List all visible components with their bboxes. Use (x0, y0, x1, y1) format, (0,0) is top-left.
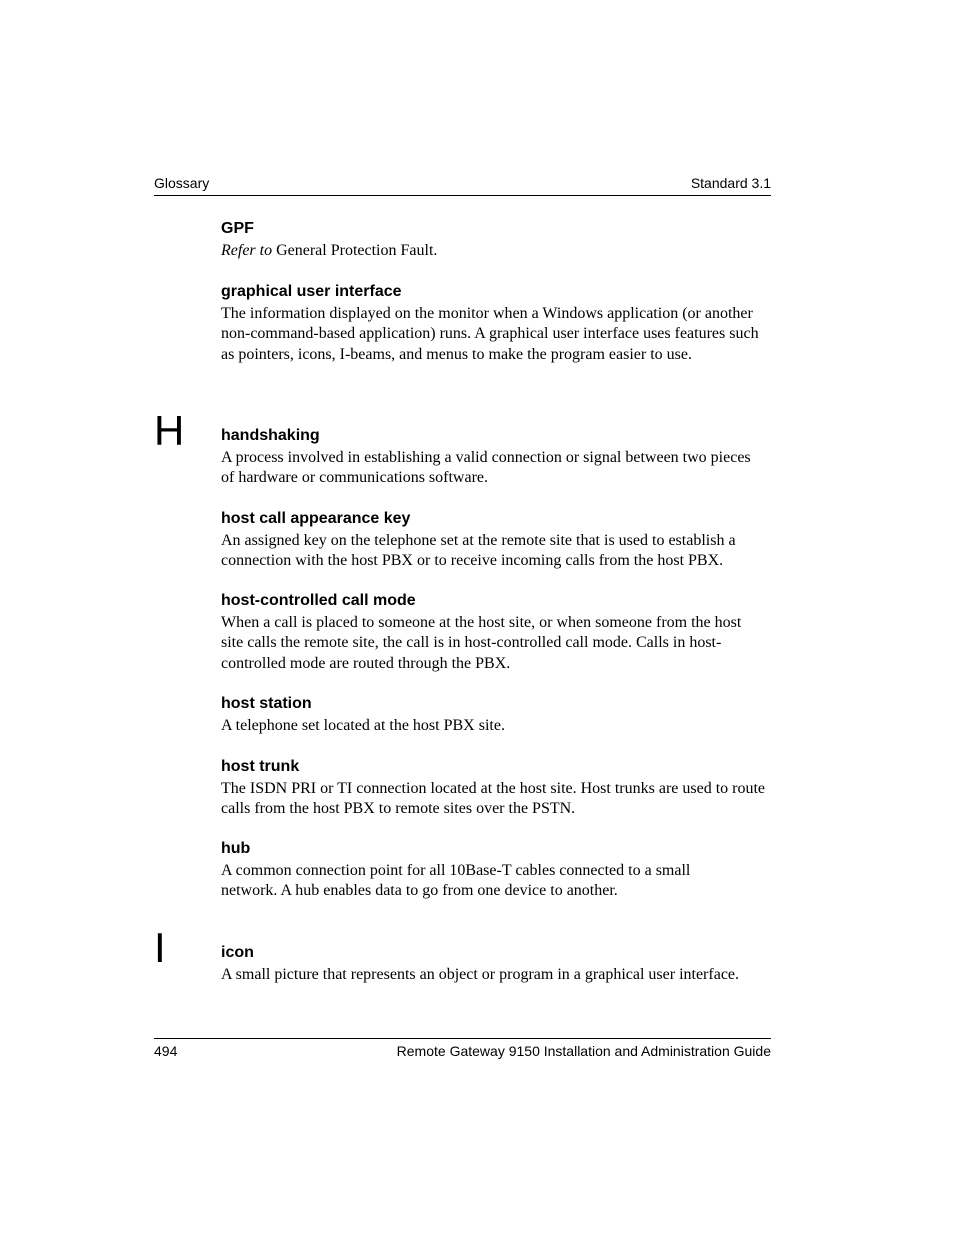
page-header (154, 174, 771, 196)
section-letter-h: H (154, 407, 185, 454)
page-footer (154, 1038, 771, 1061)
entry-definition: The ISDN PRI or TI connection located at the host site. Host trunks are used to route calls from the host PBX to remote sites over the PSTN. (221, 780, 766, 818)
glossary-entry-host-trunk (221, 757, 773, 820)
glossary-entry-host-call-appearance-key (221, 509, 777, 572)
entry-term: host-controlled call mode (221, 592, 416, 609)
entry-definition (221, 241, 781, 261)
page-number: 494 (154, 1043, 178, 1059)
refer-to-label: Refer to (221, 242, 273, 259)
glossary-entry-host-controlled-call-mode (221, 591, 761, 674)
entry-definition: A common connection point for all 10Base-T cables connected to a small network. A hub enables data to go from one device to another. (221, 862, 691, 900)
entry-definition: A telephone set located at the host PBX site. (221, 717, 505, 734)
entry-term: hub (221, 840, 251, 857)
entry-definition: When a call is placed to someone at the host site, or when someone from the host site calls the remote site, the call is in host-controlled call mode. Calls in host-controlled mode are routed through the PBX. (221, 614, 742, 672)
entry-definition: The information displayed on the monitor when a Windows application (or another non-command-based application) runs. A graphical user interface uses features such as pointers, icons, I-beams, and menus to make the program easier to use. (221, 305, 759, 363)
book-title: Remote Gateway 9150 Installation and Administration Guide (396, 1043, 771, 1059)
entry-term: icon (221, 944, 254, 961)
glossary-entry-gpf (221, 219, 781, 261)
glossary-entry-graphical-user-interface (221, 282, 773, 365)
glossary-entry-icon (221, 943, 786, 985)
glossary-entry-handshaking (221, 426, 761, 489)
glossary-entry-hub (221, 839, 736, 902)
entry-term: GPF (221, 220, 254, 237)
entry-term: host station (221, 695, 312, 712)
glossary-entry-host-station (221, 694, 781, 736)
entry-term: host trunk (221, 758, 300, 775)
entry-definition: A small picture that represents an object or program in a graphical user interface. (221, 966, 740, 983)
entry-term: graphical user interface (221, 283, 402, 300)
section-letter-i: I (154, 924, 166, 971)
header-section: Glossary (154, 175, 210, 191)
entry-definition: An assigned key on the telephone set at the remote site that is used to establish a connection with the host PBX or to receive incoming calls from the host PBX. (221, 532, 736, 570)
entry-term: host call appearance key (221, 510, 411, 527)
entry-definition-text: General Protection Fault. (272, 242, 438, 259)
entry-definition: A process involved in establishing a valid connection or signal between two pieces of hardware or communications software. (221, 449, 751, 487)
entry-term: handshaking (221, 427, 320, 444)
header-version: Standard 3.1 (690, 175, 771, 191)
